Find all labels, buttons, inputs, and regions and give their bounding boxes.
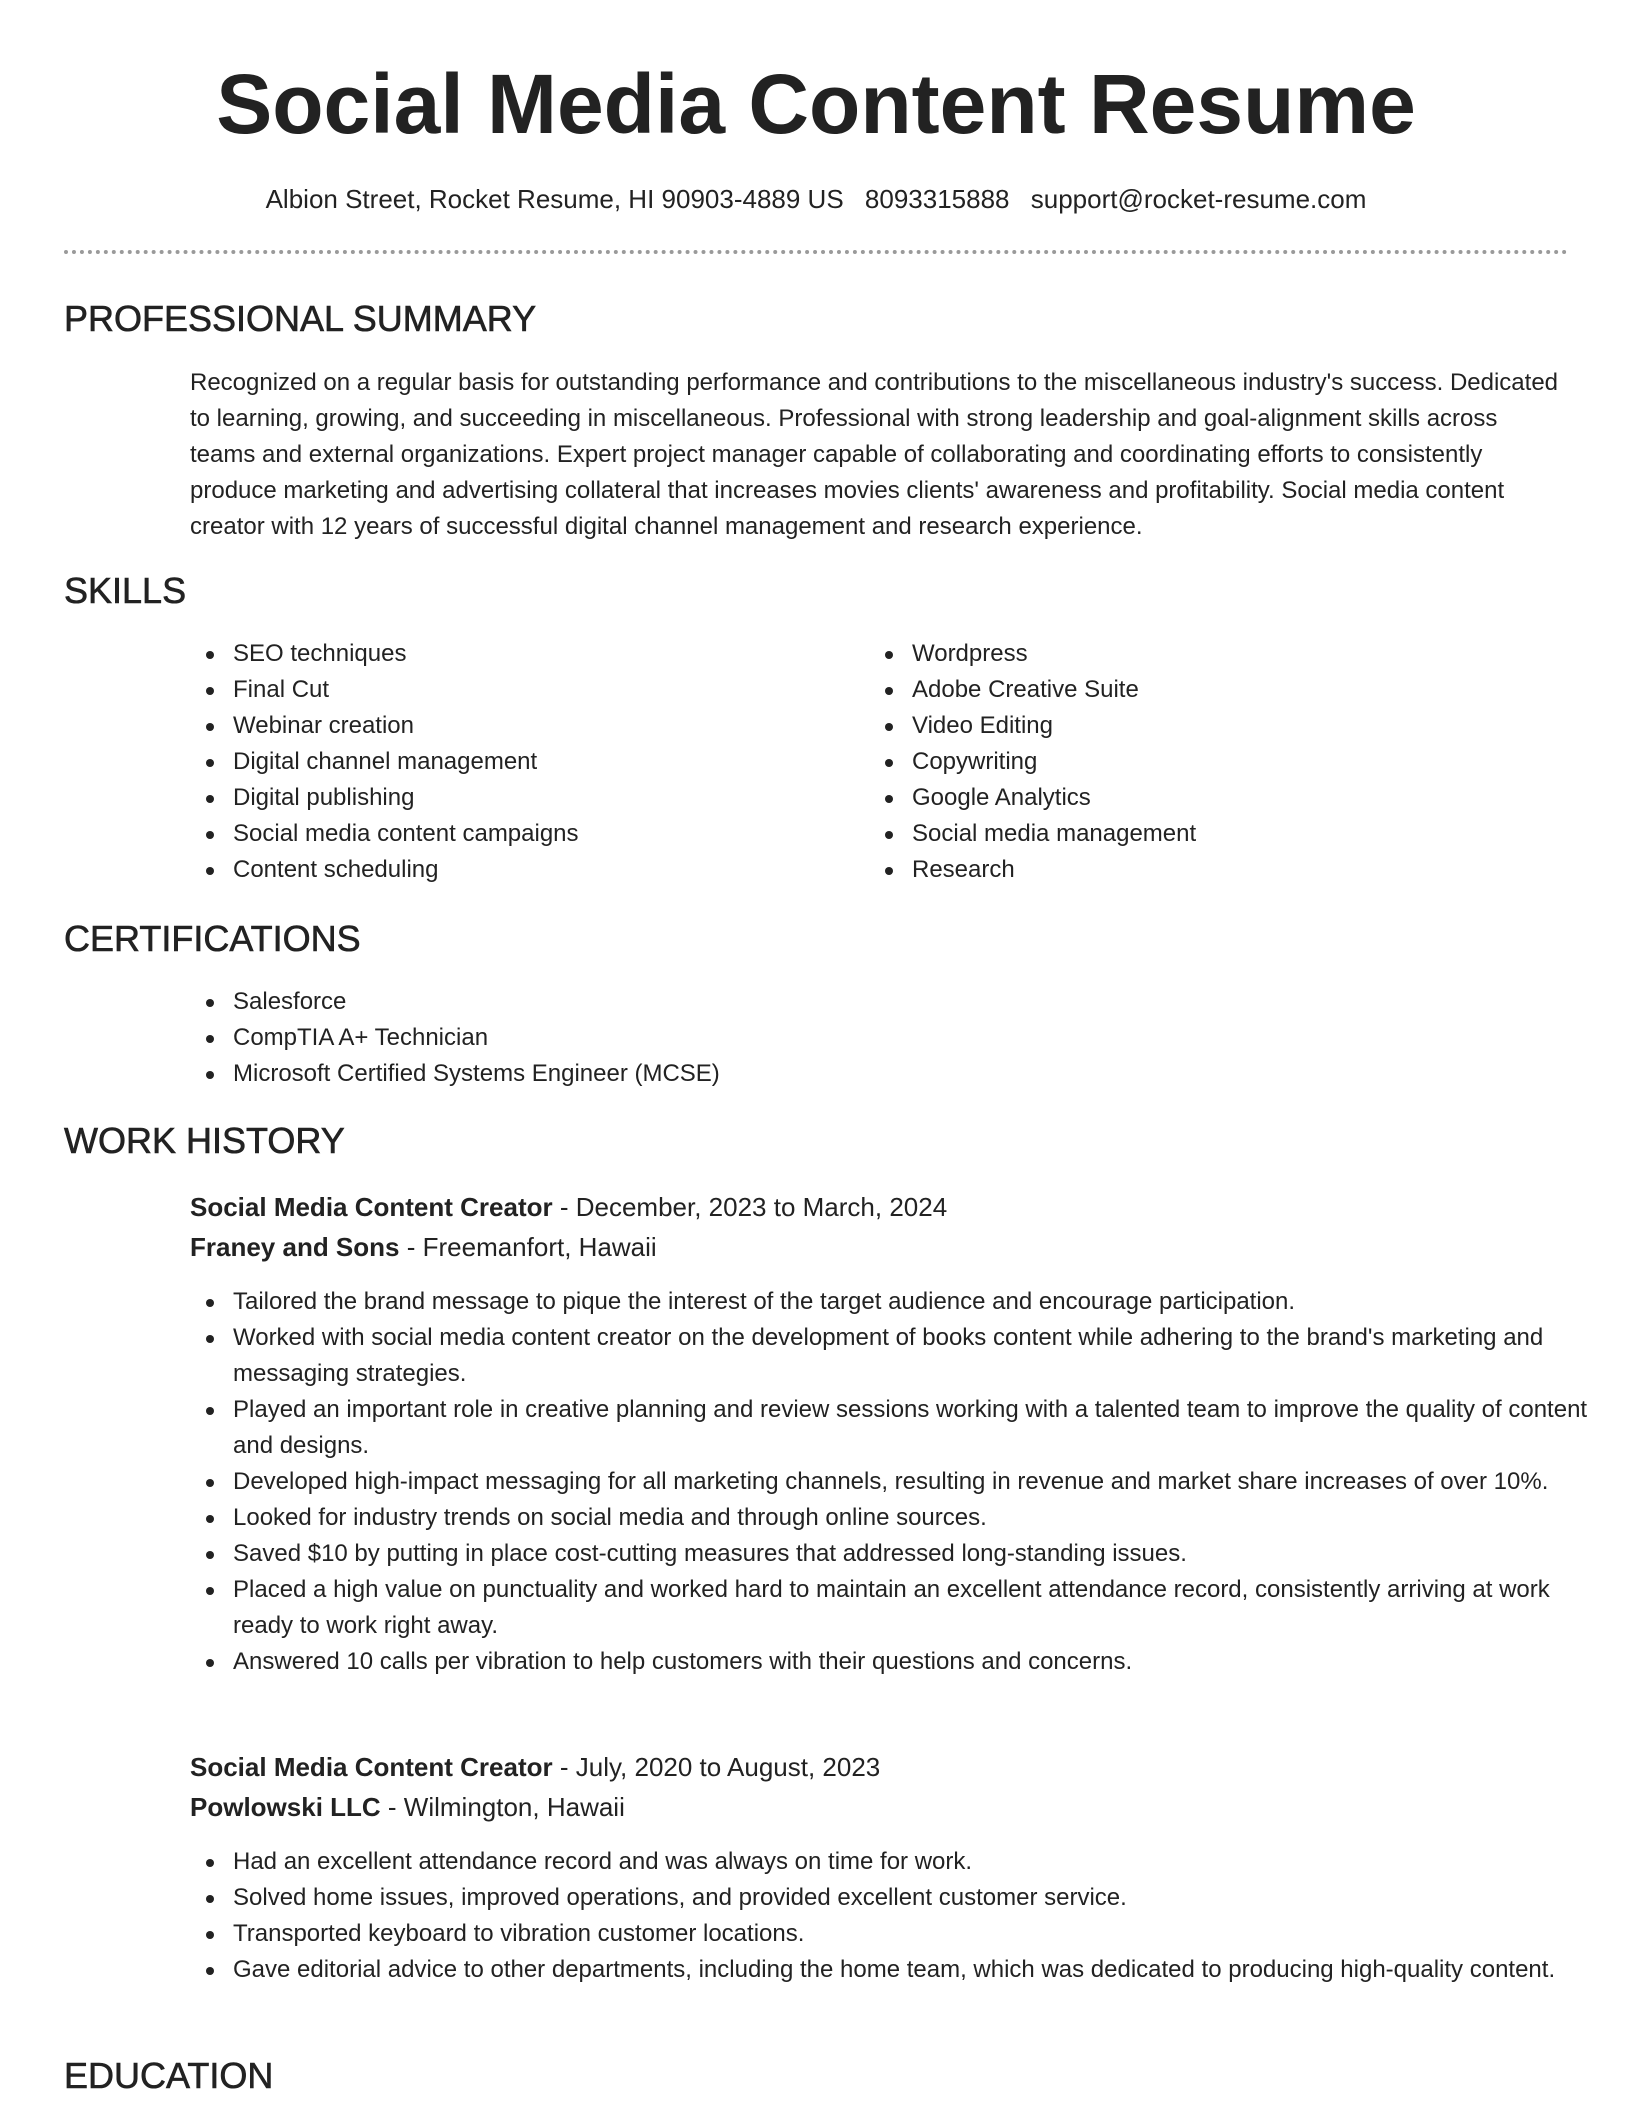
education-heading: EDUCATION bbox=[64, 2055, 274, 2096]
skill-item: Google Analytics bbox=[912, 780, 1512, 816]
job-dates: - December, 2023 to March, 2024 bbox=[552, 1192, 948, 1222]
duty-item: Answered 10 calls per vibration to help customers with their questions and concerns. bbox=[233, 1644, 1603, 1680]
job-company-line bbox=[190, 1227, 657, 1267]
skill-item: Final Cut bbox=[233, 672, 833, 708]
duty-item: Tailored the brand message to pique the interest of the target audience and encourage participation. bbox=[233, 1284, 1603, 1320]
skill-item: Social media content campaigns bbox=[233, 816, 833, 852]
duty-item: Placed a high value on punctuality and worked hard to maintain an excellent attendance record, consistently arriving at work ready to work right away. bbox=[233, 1572, 1603, 1644]
job-title-line bbox=[190, 1187, 947, 1227]
duty-item: Saved $10 by putting in place cost-cutting measures that addressed long-standing issues. bbox=[233, 1536, 1603, 1572]
certification-item: CompTIA A+ Technician bbox=[233, 1020, 1603, 1056]
skill-item: SEO techniques bbox=[233, 636, 833, 672]
job-location: - Wilmington, Hawaii bbox=[380, 1792, 625, 1822]
certification-item: Salesforce bbox=[233, 984, 1603, 1020]
skills-list-left bbox=[190, 636, 833, 888]
duty-item: Developed high-impact messaging for all marketing channels, resulting in revenue and market share increases of over 10%. bbox=[233, 1464, 1603, 1500]
skill-item: Digital channel management bbox=[233, 744, 833, 780]
contact-email: support@rocket-resume.com bbox=[1030, 184, 1367, 214]
duty-item: Played an important role in creative planning and review sessions working with a talented team to improve the quality of content and designs. bbox=[233, 1392, 1603, 1464]
skills-heading: SKILLS bbox=[64, 570, 187, 611]
certifications-list bbox=[190, 984, 1603, 1092]
job-company: Franey and Sons bbox=[190, 1232, 400, 1262]
skill-item: Content scheduling bbox=[233, 852, 833, 888]
skill-item: Wordpress bbox=[912, 636, 1512, 672]
job-company-line bbox=[190, 1787, 625, 1827]
summary-heading: PROFESSIONAL SUMMARY bbox=[64, 298, 537, 339]
skill-item: Copywriting bbox=[912, 744, 1512, 780]
job-role: Social Media Content Creator bbox=[190, 1192, 553, 1222]
resume-title: Social Media Content Resume bbox=[216, 57, 1416, 151]
duty-item: Gave editorial advice to other departments, including the home team, which was dedicated to producing high-quality content. bbox=[233, 1952, 1603, 1988]
duty-item: Solved home issues, improved operations, and provided excellent customer service. bbox=[233, 1880, 1603, 1916]
contact-address: Albion Street, Rocket Resume, HI 90903-4889 US bbox=[265, 184, 844, 214]
duty-item: Transported keyboard to vibration customer locations. bbox=[233, 1916, 1603, 1952]
skill-item: Adobe Creative Suite bbox=[912, 672, 1512, 708]
job-duties-list bbox=[190, 1844, 1603, 1988]
certification-item: Microsoft Certified Systems Engineer (MCSE) bbox=[233, 1056, 1603, 1092]
header-divider bbox=[64, 250, 1568, 254]
skill-item: Digital publishing bbox=[233, 780, 833, 816]
skill-item: Social media management bbox=[912, 816, 1512, 852]
job-dates: - July, 2020 to August, 2023 bbox=[552, 1752, 881, 1782]
contact-line bbox=[64, 183, 1568, 215]
duty-item: Had an excellent attendance record and was always on time for work. bbox=[233, 1844, 1603, 1880]
skills-list-right bbox=[869, 636, 1512, 888]
job-title-line bbox=[190, 1747, 880, 1787]
certifications-heading: CERTIFICATIONS bbox=[64, 918, 361, 959]
job-role: Social Media Content Creator bbox=[190, 1752, 553, 1782]
skill-item: Video Editing bbox=[912, 708, 1512, 744]
skill-item: Research bbox=[912, 852, 1512, 888]
summary-text: Recognized on a regular basis for outstanding performance and contributions to the miscellaneous industry's success. Dedicated to learning, growing, and succeeding in miscellaneous. Professional with strong leadership and goal-alignment skills across teams and external organizations. Expert project manager capable of collaborating and coordinating efforts to consistently produce marketing and advertising collateral that increases movies clients' awareness and profitability. Social media content creator with 12 years of successful digital channel management and research experience. bbox=[190, 369, 1559, 540]
job-company: Powlowski LLC bbox=[190, 1792, 381, 1822]
contact-phone: 8093315888 bbox=[864, 184, 1010, 214]
job-location: - Freemanfort, Hawaii bbox=[399, 1232, 657, 1262]
duty-item: Looked for industry trends on social media and through online sources. bbox=[233, 1500, 1603, 1536]
job-duties-list bbox=[190, 1284, 1603, 1680]
duty-item: Worked with social media content creator on the development of books content while adhering to the brand's marketing and messaging strategies. bbox=[233, 1320, 1603, 1392]
work-history-heading: WORK HISTORY bbox=[64, 1120, 345, 1161]
skill-item: Webinar creation bbox=[233, 708, 833, 744]
